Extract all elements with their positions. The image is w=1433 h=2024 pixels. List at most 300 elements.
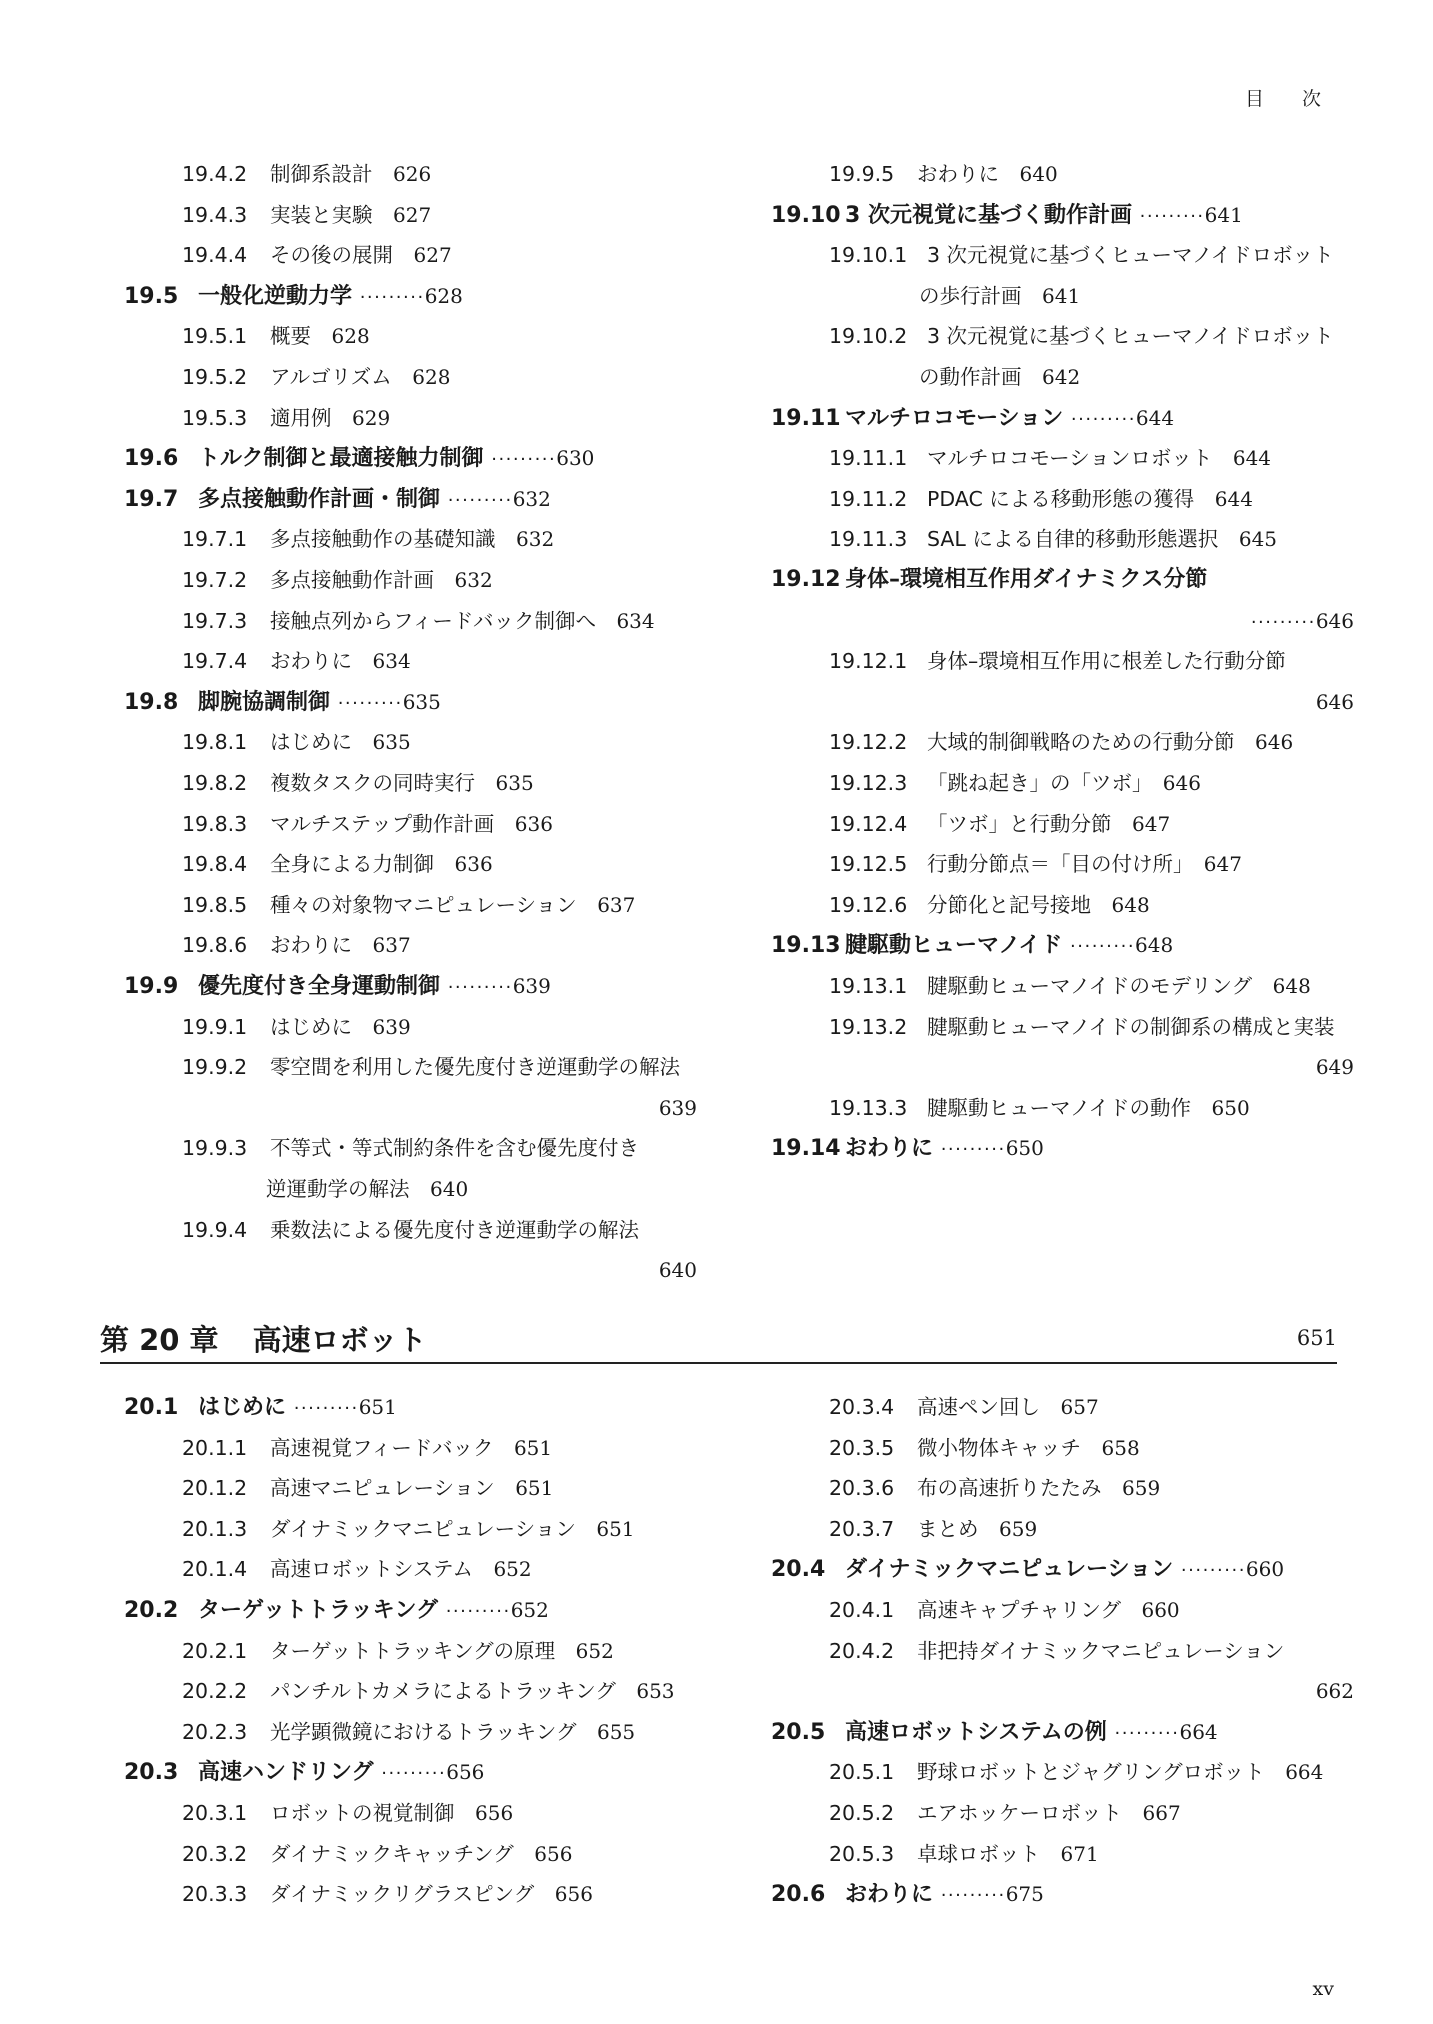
- entry-title: 概要: [270, 324, 311, 349]
- entry-page: 646: [1255, 730, 1294, 755]
- toc-section-entry[interactable]: [124, 688, 441, 718]
- entry-page: 646: [1162, 771, 1201, 795]
- toc-entry[interactable]: [829, 1434, 1140, 1462]
- toc-entry[interactable]: [182, 201, 431, 229]
- entry-title: 多点接触動作の基礎知識: [270, 527, 496, 552]
- entry-title: 乗数法による優先度付き逆運動学の解法: [270, 1217, 639, 1242]
- entry-page: 634: [372, 649, 411, 674]
- entry-number: 19.5: [124, 283, 179, 309]
- entry-number: 19.10.2: [829, 324, 908, 349]
- entry-title: 高速ロボットシステムの例: [845, 1719, 1107, 1745]
- leader-dots: ·········: [491, 449, 557, 471]
- entry-title: マルチロコモーションロボット: [927, 446, 1213, 471]
- chapter-title: 高速ロボット: [252, 1323, 427, 1357]
- entry-number: 19.12.4: [829, 811, 908, 836]
- entry-title: 零空間を利用した優先度付き逆運動学の解法: [270, 1055, 680, 1080]
- entry-page: 650: [1005, 1136, 1044, 1161]
- toc-entry[interactable]: [1316, 1677, 1354, 1705]
- entry-title: 行動分節点＝「目の付け所」: [927, 852, 1184, 877]
- toc-entry[interactable]: [829, 647, 1286, 675]
- entry-number: 19.5.3: [182, 405, 248, 430]
- toc-section-entry[interactable]: [124, 444, 594, 474]
- entry-number: 20.4.2: [829, 1638, 895, 1663]
- entry-number: 19.4.4: [182, 243, 248, 268]
- entry-title: 実装と実験: [270, 202, 373, 227]
- entry-page: 639: [512, 974, 551, 998]
- toc-entry[interactable]: [829, 485, 1253, 513]
- leader-dots: ·········: [447, 489, 513, 511]
- entry-title: 卓球ロボット: [917, 1841, 1040, 1866]
- entry-page: 644: [1232, 446, 1272, 471]
- entry-title: 高速視覚フィードバック: [270, 1435, 494, 1460]
- toc-section-entry[interactable]: [124, 1758, 484, 1788]
- entry-title: 逆運動学の解法: [266, 1177, 410, 1201]
- entry-title: はじめに: [270, 1014, 352, 1039]
- entry-title: 適用例: [270, 405, 332, 430]
- leader-dots: ·········: [337, 692, 403, 714]
- entry-title: 腱駆動ヒューマノイドの制御系の構成と実装: [927, 1014, 1335, 1039]
- entry-page: 629: [352, 405, 391, 430]
- entry-number: 19.4.3: [182, 202, 248, 227]
- toc-entry[interactable]: [182, 322, 370, 350]
- entry-page: 646: [1315, 689, 1354, 714]
- entry-page: 651: [515, 1476, 554, 1501]
- entry-page: 671: [1060, 1841, 1099, 1866]
- toc-entry[interactable]: [182, 1013, 411, 1041]
- entry-title: おわりに: [917, 162, 999, 186]
- toc-entry[interactable]: [829, 444, 1271, 472]
- entry-page: 664: [1285, 1760, 1324, 1785]
- toc-entry[interactable]: [829, 1596, 1180, 1624]
- toc-section-entry[interactable]: [771, 404, 1174, 434]
- toc-entry[interactable]: [182, 1474, 553, 1502]
- leader-dots: ·········: [940, 1885, 1006, 1907]
- entry-title: おわりに: [845, 1882, 934, 1908]
- toc-entry[interactable]: [829, 1515, 1037, 1543]
- toc-entry[interactable]: [266, 1175, 468, 1203]
- entry-page: 632: [516, 527, 555, 552]
- entry-number: 20.3.6: [829, 1476, 895, 1501]
- entry-number: 19.10.1: [829, 243, 908, 268]
- entry-number: 19.8.6: [182, 933, 248, 958]
- entry-title: 複数タスクの同時実行: [270, 771, 475, 795]
- leader-dots: ·········: [381, 1763, 447, 1785]
- entry-page: 635: [495, 771, 534, 795]
- toc-section-entry[interactable]: [771, 201, 1243, 231]
- toc-entry[interactable]: [182, 363, 450, 391]
- entry-title: パンチルトカメラによるトラッキング: [270, 1679, 616, 1704]
- entry-number: 19.13.3: [829, 1095, 908, 1120]
- entry-number: 19.6: [124, 446, 179, 472]
- toc-section-entry[interactable]: [124, 1393, 397, 1423]
- toc-entry[interactable]: [182, 931, 411, 959]
- entry-page: 628: [412, 365, 451, 389]
- entry-title: 野球ロボットとジャグリングロボット: [917, 1760, 1265, 1785]
- entry-number: 19.12.2: [829, 730, 908, 755]
- entry-number: 20.3.5: [829, 1435, 895, 1460]
- entry-title: 腱駆動ヒューマノイドのモデリング: [927, 974, 1253, 998]
- entry-page: 626: [393, 162, 432, 186]
- entry-number: 19.8.4: [182, 852, 248, 877]
- leader-dots: ·········: [1070, 936, 1136, 958]
- entry-number: 19.5.1: [182, 324, 248, 349]
- toc-entry[interactable]: [182, 1555, 532, 1583]
- entry-page: 641: [1204, 202, 1243, 227]
- entry-page: 645: [1238, 527, 1278, 552]
- entry-page: 656: [554, 1882, 593, 1907]
- entry-number: 20.6: [771, 1882, 826, 1908]
- entry-number: 19.13.1: [829, 974, 908, 998]
- entry-number: 20.1.2: [182, 1476, 248, 1501]
- entry-title: おわりに: [270, 933, 352, 958]
- entry-page: 656: [475, 1801, 514, 1825]
- entry-title: おわりに: [270, 649, 352, 674]
- entry-number: 19.11.3: [829, 527, 908, 552]
- entry-page: 636: [514, 811, 553, 836]
- entry-page: 664: [1179, 1719, 1218, 1744]
- entry-title: SAL による自律的移動形態選択: [927, 527, 1219, 552]
- entry-number: 19.4.2: [182, 162, 248, 186]
- entry-page: 659: [1122, 1476, 1161, 1501]
- entry-page: 640: [430, 1177, 469, 1201]
- leader-dots: ·········: [359, 286, 425, 308]
- entry-page: 655: [596, 1719, 636, 1744]
- entry-number: 19.9.4: [182, 1217, 248, 1242]
- entry-page: 649: [1315, 1055, 1354, 1080]
- entry-title: ダイナミックリグラスピング: [270, 1882, 535, 1907]
- entry-page: 656: [446, 1760, 485, 1785]
- entry-number: 20.4.1: [829, 1598, 895, 1622]
- toc-entry[interactable]: [829, 322, 1334, 350]
- entry-page: 660: [1141, 1598, 1180, 1622]
- leader-dots: ·········: [940, 1139, 1006, 1161]
- toc-entry[interactable]: [182, 1216, 639, 1244]
- entry-page: 660: [1245, 1557, 1285, 1582]
- entry-title: 高速マニピュレーション: [270, 1476, 495, 1501]
- entry-number: 19.12.3: [829, 771, 908, 795]
- entry-title: 制御系設計: [270, 162, 373, 186]
- toc-entry[interactable]: [829, 728, 1293, 756]
- entry-number: 20.5.3: [829, 1841, 895, 1866]
- entry-number: 20.5.2: [829, 1801, 895, 1825]
- toc-entry[interactable]: [182, 1434, 552, 1462]
- entry-number: 20.1.1: [182, 1435, 248, 1460]
- toc-section-entry[interactable]: [124, 972, 551, 1002]
- toc-entry[interactable]: [829, 1013, 1335, 1041]
- toc-entry[interactable]: [182, 1677, 675, 1705]
- entry-number: 20.3.7: [829, 1516, 895, 1541]
- entry-number: 19.8.1: [182, 730, 248, 755]
- entry-page: 641: [1042, 283, 1081, 308]
- entry-title: 多点接触動作計画: [270, 568, 434, 592]
- toc-entry[interactable]: [919, 282, 1080, 310]
- entry-number: 20.3.3: [182, 1882, 248, 1907]
- toc-entry[interactable]: [182, 850, 493, 878]
- toc-entry[interactable]: [182, 566, 493, 594]
- entry-title: 3 次元視覚に基づく動作計画: [845, 202, 1132, 228]
- entry-title: 大域的制御戦略のための行動分節: [927, 730, 1235, 755]
- entry-page: 652: [493, 1557, 532, 1582]
- entry-title: 接触点列からフィードバック制御へ: [270, 608, 596, 633]
- leader-dots: ·········: [1250, 611, 1316, 633]
- entry-title: 光学顕微鏡におけるトラッキング: [270, 1719, 577, 1744]
- entry-page: 644: [1214, 486, 1253, 511]
- entry-number: 19.7.2: [182, 568, 248, 592]
- entry-page: 652: [510, 1598, 549, 1622]
- entry-title: マルチロコモーション: [845, 405, 1064, 431]
- toc-entry[interactable]: [659, 1094, 697, 1122]
- entry-title: その後の展開: [270, 243, 393, 268]
- toc-entry[interactable]: [1251, 607, 1354, 637]
- toc-entry[interactable]: [829, 160, 1058, 188]
- entry-number: 20.3.2: [182, 1841, 248, 1866]
- entry-number: 19.7.3: [182, 608, 248, 633]
- entry-number: 19.5.2: [182, 365, 248, 389]
- toc-entry[interactable]: [829, 241, 1334, 269]
- entry-title: 身体–環境相互作用ダイナミクス分節: [845, 567, 1208, 592]
- toc-section-entry[interactable]: [771, 1555, 1284, 1585]
- toc-entry[interactable]: [182, 728, 411, 756]
- entry-number: 20.1.4: [182, 1557, 248, 1582]
- entry-number: 19.12.5: [829, 852, 908, 877]
- entry-number: 19.9: [124, 974, 179, 999]
- leader-dots: ·········: [293, 1398, 359, 1419]
- entry-title: 布の高速折りたたみ: [917, 1476, 1102, 1501]
- entry-page: 651: [358, 1395, 397, 1419]
- entry-title: マルチステップ動作計画: [270, 811, 495, 836]
- toc-entry[interactable]: [919, 363, 1080, 391]
- entry-page: 658: [1101, 1435, 1140, 1460]
- entry-title: トルク制御と最適接触力制御: [198, 446, 484, 472]
- toc-entry[interactable]: [829, 525, 1277, 553]
- entry-page: 675: [1005, 1882, 1044, 1907]
- entry-number: 20.1.3: [182, 1516, 248, 1541]
- entry-title: 「跳ね起き」の「ツボ」: [927, 771, 1143, 795]
- entry-page: 651: [596, 1516, 635, 1541]
- entry-page: 646: [1315, 608, 1354, 633]
- toc-entry[interactable]: [182, 647, 411, 675]
- toc-entry[interactable]: [829, 1758, 1323, 1786]
- toc-entry[interactable]: [1316, 688, 1354, 716]
- running-header: 目 次: [1244, 88, 1337, 110]
- toc-entry[interactable]: [182, 1515, 635, 1543]
- entry-number: 20.1: [124, 1395, 179, 1420]
- entry-page: 640: [658, 1258, 697, 1283]
- leader-dots: ·········: [1139, 205, 1205, 227]
- entry-page: 634: [616, 608, 655, 633]
- entry-number: 20.3.1: [182, 1801, 248, 1825]
- toc-entry[interactable]: [829, 769, 1201, 797]
- entry-title: 全身による力制御: [270, 852, 434, 877]
- entry-number: 20.4: [771, 1557, 826, 1583]
- leader-dots: ·········: [447, 977, 513, 998]
- toc-entry[interactable]: [182, 810, 553, 838]
- entry-page: 635: [372, 730, 411, 755]
- entry-number: 19.11: [771, 405, 841, 431]
- chapter-title-block: [100, 1318, 427, 1359]
- entry-number: 19.13: [771, 933, 841, 959]
- entry-page: 639: [658, 1095, 697, 1120]
- entry-page: 651: [513, 1435, 553, 1460]
- toc-entry[interactable]: [182, 1840, 572, 1868]
- entry-title: 種々の対象物マニピュレーション: [270, 892, 577, 917]
- toc-entry[interactable]: [829, 1094, 1250, 1122]
- entry-number: 19.12: [771, 567, 841, 592]
- toc-entry[interactable]: [829, 1840, 1099, 1868]
- entry-page: 659: [999, 1516, 1038, 1541]
- toc-entry[interactable]: [182, 1799, 513, 1827]
- toc-section-entry[interactable]: [771, 1880, 1044, 1910]
- entry-page: 639: [372, 1014, 411, 1039]
- toc-entry[interactable]: [829, 810, 1170, 838]
- entry-title: ダイナミックマニピュレーション: [845, 1557, 1174, 1583]
- entry-title: 「ツボ」と行動分節: [927, 811, 1112, 836]
- toc-entry[interactable]: [829, 850, 1242, 878]
- entry-number: 20.5: [771, 1719, 826, 1745]
- entry-page: 642: [1042, 365, 1081, 389]
- entry-page: 648: [1272, 974, 1311, 998]
- entry-page: 640: [1019, 162, 1058, 186]
- toc-entry[interactable]: [829, 1393, 1099, 1421]
- entry-number: 19.11.1: [829, 446, 908, 471]
- toc-entry[interactable]: [829, 1799, 1181, 1827]
- toc-section-entry[interactable]: [771, 566, 1207, 594]
- entry-page: 647: [1203, 852, 1242, 877]
- entry-number: 19.10: [771, 202, 841, 228]
- toc-entry[interactable]: [182, 1053, 680, 1081]
- toc-entry[interactable]: [1316, 1053, 1354, 1081]
- toc-entry[interactable]: [182, 525, 554, 553]
- entry-page: 635: [402, 689, 441, 714]
- entry-number: 19.9.5: [829, 162, 895, 186]
- toc-entry[interactable]: [182, 1637, 614, 1665]
- entry-title: はじめに: [270, 730, 352, 755]
- leader-dots: ·········: [1070, 408, 1136, 430]
- entry-title: ダイナミックマニピュレーション: [270, 1516, 576, 1541]
- entry-page: 627: [393, 202, 432, 227]
- toc-section-entry[interactable]: [124, 282, 463, 312]
- toc-entry[interactable]: [182, 891, 635, 919]
- entry-page: 653: [636, 1679, 675, 1704]
- entry-page: 657: [1060, 1395, 1099, 1419]
- entry-title: 身体–環境相互作用に根差した行動分節: [927, 649, 1286, 674]
- entry-title: 不等式・等式制約条件を含む優先度付き: [270, 1136, 639, 1161]
- entry-page: 647: [1132, 811, 1171, 836]
- entry-number: 19.8.2: [182, 771, 248, 795]
- entry-page: 667: [1142, 1801, 1181, 1825]
- leader-dots: ·········: [1114, 1722, 1180, 1744]
- entry-title: 優先度付き全身運動制御: [198, 974, 441, 999]
- toc-entry[interactable]: [182, 1134, 639, 1162]
- entry-number: 20.2.3: [182, 1719, 248, 1744]
- entry-number: 19.7.1: [182, 527, 248, 552]
- entry-title: 3 次元視覚に基づくヒューマノイドロボット: [927, 243, 1334, 268]
- entry-title: 高速ハンドリング: [198, 1760, 374, 1786]
- entry-page: 628: [424, 283, 463, 308]
- entry-title: 非把持ダイナミックマニピュレーション: [917, 1638, 1285, 1663]
- entry-number: 20.3.4: [829, 1395, 895, 1419]
- entry-page: 632: [512, 486, 551, 511]
- entry-page: 630: [556, 446, 595, 471]
- entry-number: 20.2: [124, 1598, 179, 1623]
- entry-title: 腱駆動ヒューマノイドの動作: [927, 1095, 1192, 1120]
- entry-number: 19.7.4: [182, 649, 248, 674]
- entry-number: 19.8.3: [182, 811, 248, 836]
- entry-page: 628: [331, 324, 370, 349]
- page-number: xv: [1312, 1978, 1334, 2000]
- entry-page: 627: [413, 243, 452, 268]
- entry-number: 19.12.6: [829, 892, 908, 917]
- toc-section-entry[interactable]: [771, 931, 1173, 961]
- toc-section-entry[interactable]: [124, 1596, 549, 1626]
- toc-entry[interactable]: [182, 241, 452, 269]
- toc-section-entry[interactable]: [771, 1134, 1044, 1164]
- entry-title: PDAC による移動形態の獲得: [927, 486, 1195, 511]
- toc-entry[interactable]: [829, 1474, 1160, 1502]
- entry-title: おわりに: [845, 1136, 934, 1162]
- entry-title: ターゲットトラッキングの原理: [270, 1638, 556, 1663]
- toc-entry[interactable]: [182, 607, 655, 635]
- toc-section-entry[interactable]: [124, 485, 551, 515]
- toc-entry[interactable]: [829, 891, 1150, 919]
- entry-number: 20.3: [124, 1760, 179, 1786]
- entry-number: 20.5.1: [829, 1760, 895, 1785]
- entry-number: 19.8.5: [182, 892, 248, 917]
- entry-page: 636: [454, 852, 493, 877]
- entry-number: 19.13.2: [829, 1014, 908, 1039]
- entry-page: 644: [1135, 405, 1175, 430]
- toc-entry[interactable]: [182, 769, 534, 797]
- toc-entry[interactable]: [829, 1637, 1284, 1665]
- entry-page: 648: [1135, 933, 1174, 958]
- entry-page: 637: [372, 933, 411, 958]
- entry-title: 微小物体キャッチ: [917, 1435, 1081, 1460]
- leader-dots: ·········: [445, 1601, 511, 1622]
- entry-title: 分節化と記号接地: [927, 892, 1091, 917]
- toc-entry[interactable]: [182, 1718, 635, 1746]
- entry-page: 637: [597, 892, 636, 917]
- entry-title: はじめに: [198, 1395, 287, 1420]
- chapter-page: 651: [1296, 1326, 1337, 1350]
- entry-title: エアホッケーロボット: [917, 1801, 1122, 1825]
- entry-title: 一般化逆動力学: [198, 283, 353, 309]
- entry-number: 20.2.1: [182, 1638, 248, 1663]
- entry-title: ロボットの視覚制御: [270, 1801, 455, 1825]
- entry-number: 19.12.1: [829, 649, 908, 674]
- entry-page: 652: [575, 1638, 614, 1663]
- entry-number: 19.9.1: [182, 1014, 248, 1039]
- entry-title: ダイナミックキャッチング: [270, 1841, 514, 1866]
- entry-title: まとめ: [917, 1516, 979, 1541]
- toc-section-entry[interactable]: [771, 1718, 1218, 1748]
- entry-title: ターゲットトラッキング: [198, 1598, 439, 1623]
- entry-title: 高速ペン回し: [917, 1395, 1040, 1419]
- toc-entry[interactable]: [829, 972, 1311, 1000]
- entry-page: 632: [454, 568, 493, 592]
- entry-number: 20.2.2: [182, 1679, 248, 1704]
- toc-entry[interactable]: [659, 1256, 697, 1284]
- entry-page: 648: [1111, 892, 1150, 917]
- entry-title: の動作計画: [919, 365, 1022, 389]
- entry-page: 650: [1211, 1095, 1250, 1120]
- toc-entry[interactable]: [182, 1880, 593, 1908]
- entry-title: 高速ロボットシステム: [270, 1557, 473, 1582]
- entry-number: 19.7: [124, 486, 179, 512]
- toc-entry[interactable]: [182, 160, 431, 188]
- entry-page: 662: [1315, 1679, 1354, 1704]
- entry-number: 19.11.2: [829, 486, 908, 511]
- toc-entry[interactable]: [182, 404, 390, 432]
